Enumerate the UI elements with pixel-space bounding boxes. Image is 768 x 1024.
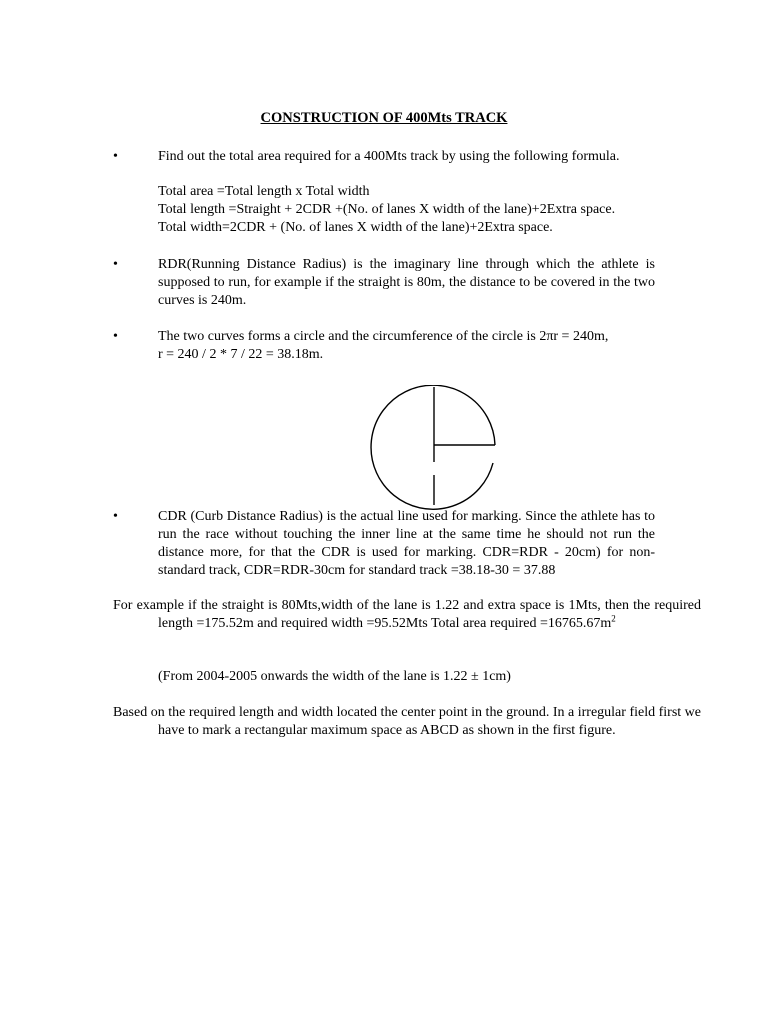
circle-arc — [371, 385, 495, 509]
formula-total-area: Total area =Total length x Total width — [158, 184, 370, 199]
bullet1-intro: Find out the total area required for a 400Mts track by using the following formula. — [158, 149, 620, 164]
formula-total-width: Total width=2CDR + (No. of lanes X width of the lane)+2Extra space. — [158, 220, 553, 235]
bullet4-cdr-text: CDR (Curb Distance Radius) is the actual line used for marking. Since the athlete has to run the race without touching the inner line at the same time he should not run the distance more, for that the CDR is used for marking. CDR=RDR - 20cm) for non- standard track, CDR=RDR-30cm for standard track =38.18-30 = 37.88 — [158, 509, 655, 578]
bullet-marker: • — [113, 329, 118, 344]
circle-diagram — [365, 385, 505, 510]
example-paragraph — [113, 597, 701, 633]
bullet3-radius-line: r = 240 / 2 * 7 / 22 = 38.18m. — [158, 347, 324, 362]
example-text: For example if the straight is 80Mts,width of the lane is 1.22 and extra space is 1Mts, then the required length =175.52m and required width =95.52Mts Total area required =16765.67m — [113, 598, 701, 631]
formula-total-length: Total length =Straight + 2CDR +(No. of lanes X width of the lane)+2Extra space. — [158, 202, 616, 217]
lane-width-note: (From 2004-2005 onwards the width of the lane is 1.22 ± 1cm) — [158, 669, 511, 684]
bullet-marker: • — [113, 149, 118, 164]
final-paragraph: Based on the required length and width located the center point in the ground. In a irregular field first we have to mark a rectangular maximum space as ABCD as shown in the first figure. — [113, 705, 701, 738]
bullet2-rdr-text: RDR(Running Distance Radius) is the imaginary line through which the athlete is supposed to run, for example if the straight is 80m, the distance to be covered in the two curves is 240m. — [158, 257, 655, 308]
bullet3-circumference-line: The two curves forms a circle and the circumference of the circle is 2πr = 240m, — [158, 329, 609, 344]
superscript-two: 2 — [611, 613, 616, 624]
bullet-marker: • — [113, 509, 118, 524]
page-title: CONSTRUCTION OF 400Mts TRACK — [260, 110, 508, 126]
bullet-marker: • — [113, 257, 118, 272]
